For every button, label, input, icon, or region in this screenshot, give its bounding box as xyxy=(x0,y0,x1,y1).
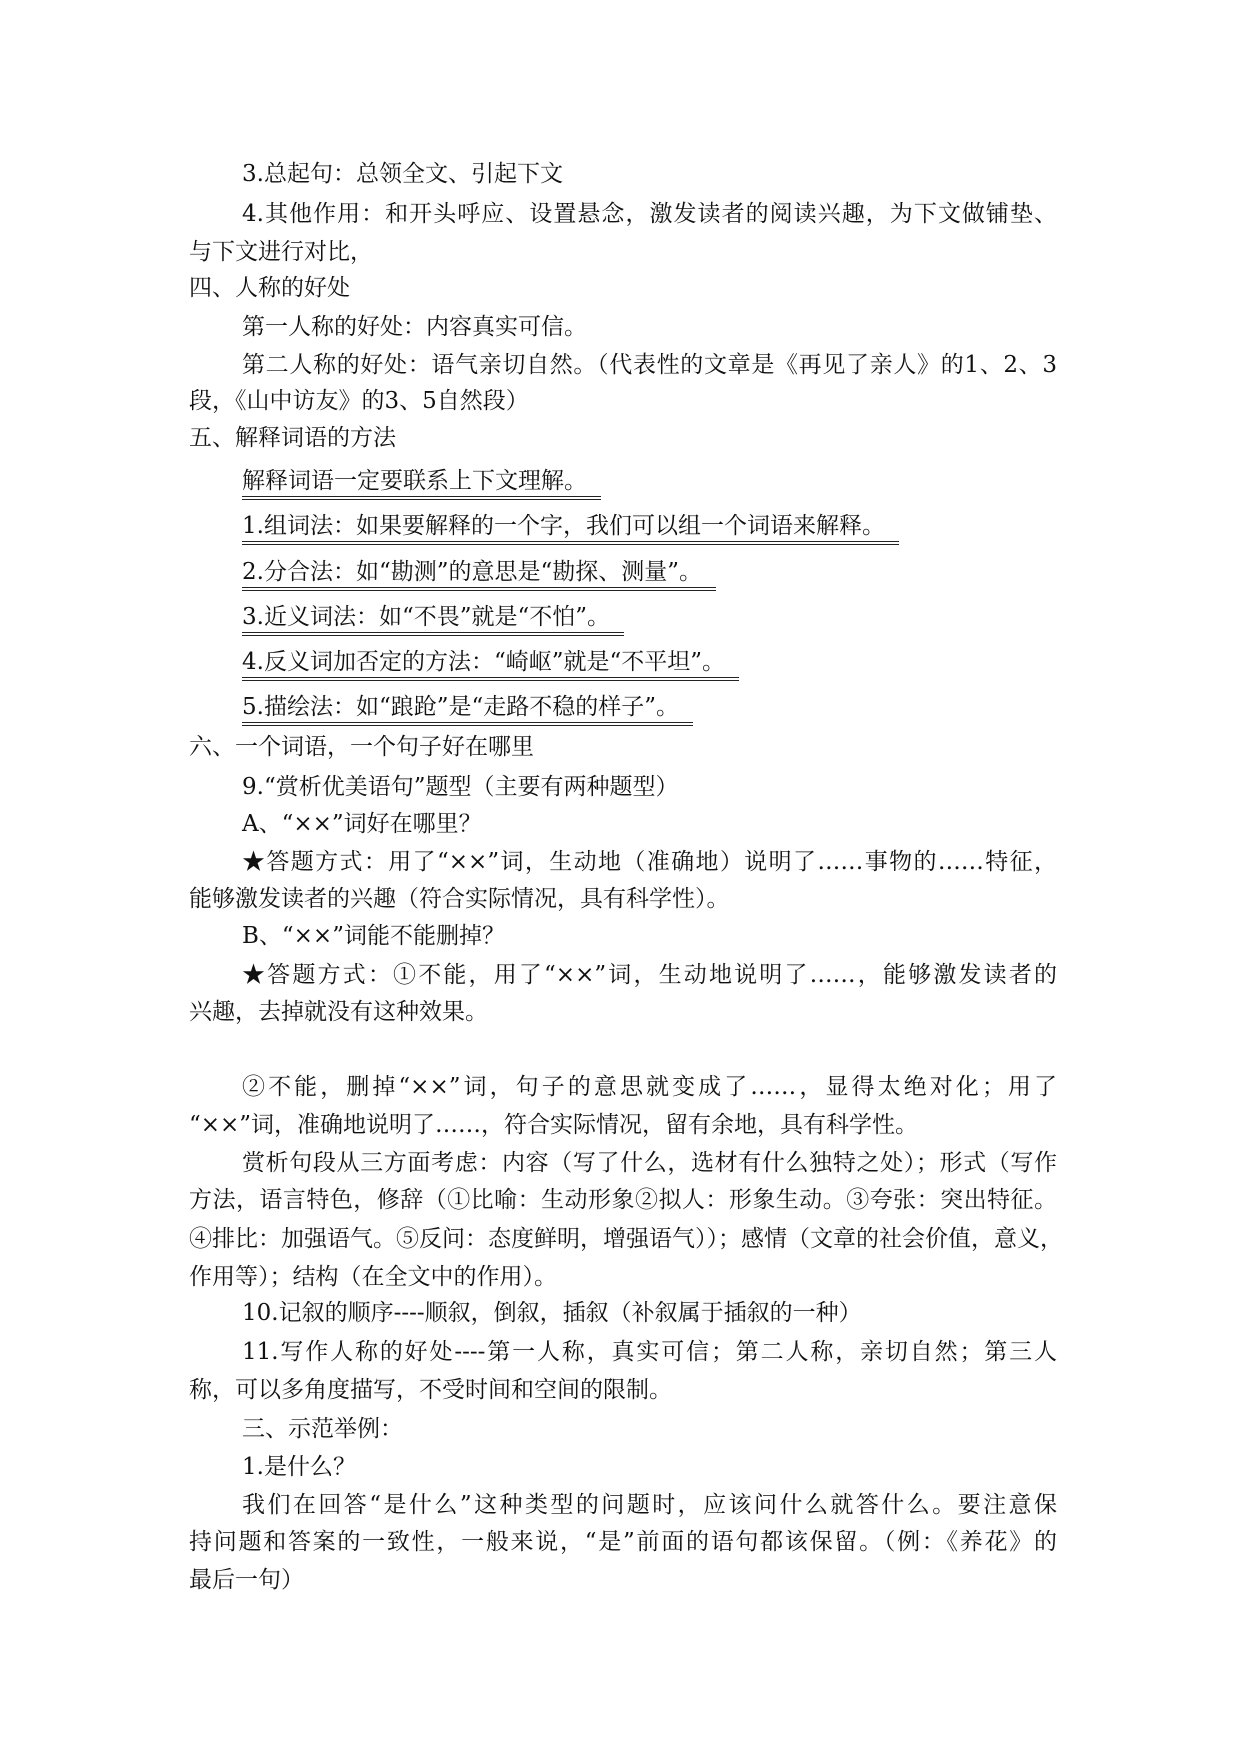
line-text: 五、解释词语的方法 xyxy=(189,425,396,451)
line-text: 解释词语一定要联系上下文理解。 xyxy=(242,468,601,500)
text-line xyxy=(242,1337,1057,1367)
text-line xyxy=(189,423,1057,453)
line-text: 1.组词法：如果要解释的一个字，我们可以组一个词语来解释。 xyxy=(242,513,899,545)
text-line xyxy=(189,1565,1057,1595)
text-line xyxy=(242,1148,1057,1178)
text-line xyxy=(242,1452,1057,1482)
text-line xyxy=(242,960,1057,990)
line-text: 1.是什么？ xyxy=(242,1454,356,1480)
text-line xyxy=(242,1072,1057,1102)
text-line xyxy=(242,1414,1057,1444)
line-text: 5.描绘法：如“踉跄”是“走路不稳的样子”。 xyxy=(242,694,693,726)
text-line xyxy=(242,809,1057,839)
line-text: 9.“赏析优美语句”题型（主要有两种题型） xyxy=(242,774,679,800)
line-text: ★答题方式：用了“××”词，生动地（准确地）说明了……事物的……特征， xyxy=(242,849,1057,875)
text-line xyxy=(189,1224,1063,1254)
underlined-text-line xyxy=(242,647,1057,677)
text-line xyxy=(242,1490,1057,1520)
text-line xyxy=(242,921,1057,951)
text-line xyxy=(189,997,1057,1027)
text-line xyxy=(189,1527,1057,1557)
line-text: A、“××”词好在哪里？ xyxy=(242,811,482,837)
line-text: 11.写作人称的好处----第一人称，真实可信；第二人称，亲切自然；第三人 xyxy=(242,1339,1057,1365)
text-line xyxy=(242,312,1057,342)
line-text: 作用等）；结构（在全文中的作用）。 xyxy=(189,1264,557,1290)
line-text: 段，《山中访友》的3、5自然段） xyxy=(189,388,529,414)
line-text: 兴趣，去掉就没有这种效果。 xyxy=(189,999,488,1025)
text-line xyxy=(242,159,1057,189)
text-line xyxy=(189,237,1057,267)
line-text: ④排比：加强语气。⑤反问：态度鲜明，增强语气））；感情（文章的社会价值，意义， xyxy=(189,1226,1063,1252)
line-text: B、“××”词能不能删掉？ xyxy=(242,923,505,949)
line-text: “××”词，准确地说明了……，符合实际情况，留有余地，具有科学性。 xyxy=(189,1112,919,1138)
text-line xyxy=(189,1375,1057,1405)
line-text: 3.总起句：总领全文、引起下文 xyxy=(242,161,563,187)
text-line xyxy=(242,350,1057,380)
line-text: 能够激发读者的兴趣（符合实际情况，具有科学性）。 xyxy=(189,886,730,912)
line-text: 我们在回答“是什么”这种类型的问题时，应该问什么就答什么。要注意保 xyxy=(242,1492,1057,1518)
line-text: 与下文进行对比， xyxy=(189,239,373,265)
line-text: ★答题方式：①不能，用了“××”词，生动地说明了……，能够激发读者的 xyxy=(242,962,1057,988)
line-text: 2.分合法：如“勘测”的意思是“勘探、测量”。 xyxy=(242,559,716,591)
underlined-text-line xyxy=(242,602,1057,632)
text-line xyxy=(189,884,1057,914)
text-line xyxy=(189,386,1057,416)
line-text: 第一人称的好处：内容真实可信。 xyxy=(242,314,587,340)
line-text: 六、一个词语，一个句子好在哪里 xyxy=(189,734,534,760)
text-line xyxy=(242,847,1057,877)
line-text: 3.近义词法：如“不畏”就是“不怕”。 xyxy=(242,604,624,636)
underlined-text-line xyxy=(242,557,1057,587)
text-line xyxy=(242,772,1057,802)
line-text: 方法，语言特色，修辞（①比喻：生动形象②拟人：形象生动。③夸张：突出特征。 xyxy=(189,1187,1057,1213)
text-line xyxy=(189,732,1057,762)
line-text: ②不能，删掉“××”词，句子的意思就变成了……，显得太绝对化；用了 xyxy=(242,1074,1057,1100)
line-text: 10.记叙的顺序----顺叙，倒叙，插叙（补叙属于插叙的一种） xyxy=(242,1300,862,1326)
line-text: 四、人称的好处 xyxy=(189,275,350,301)
text-line xyxy=(242,199,1057,229)
text-line xyxy=(189,1110,1057,1140)
line-text: 三、示范举例： xyxy=(242,1416,403,1442)
text-line xyxy=(189,1185,1057,1215)
text-line xyxy=(189,273,1057,303)
line-text: 第二人称的好处：语气亲切自然。（代表性的文章是《再见了亲人》的1、2、3 xyxy=(242,352,1057,378)
line-text: 4.反义词加否定的方法：“崎岖”就是“不平坦”。 xyxy=(242,649,739,681)
underlined-text-line xyxy=(242,466,1057,496)
line-text: 称，可以多角度描写，不受时间和空间的限制。 xyxy=(189,1377,672,1403)
underlined-text-line xyxy=(242,511,1057,541)
line-text: 持问题和答案的一致性，一般来说，“是”前面的语句都该保留。（例：《养花》的 xyxy=(189,1529,1057,1555)
line-text: 最后一句） xyxy=(189,1567,304,1593)
text-line xyxy=(189,1262,1057,1292)
text-line xyxy=(242,1298,1057,1328)
line-text: 4.其他作用：和开头呼应、设置悬念，激发读者的阅读兴趣，为下文做铺垫、 xyxy=(242,201,1057,227)
line-text: 赏析句段从三方面考虑：内容（写了什么，选材有什么独特之处）；形式（写作 xyxy=(242,1150,1057,1176)
underlined-text-line xyxy=(242,692,1057,722)
